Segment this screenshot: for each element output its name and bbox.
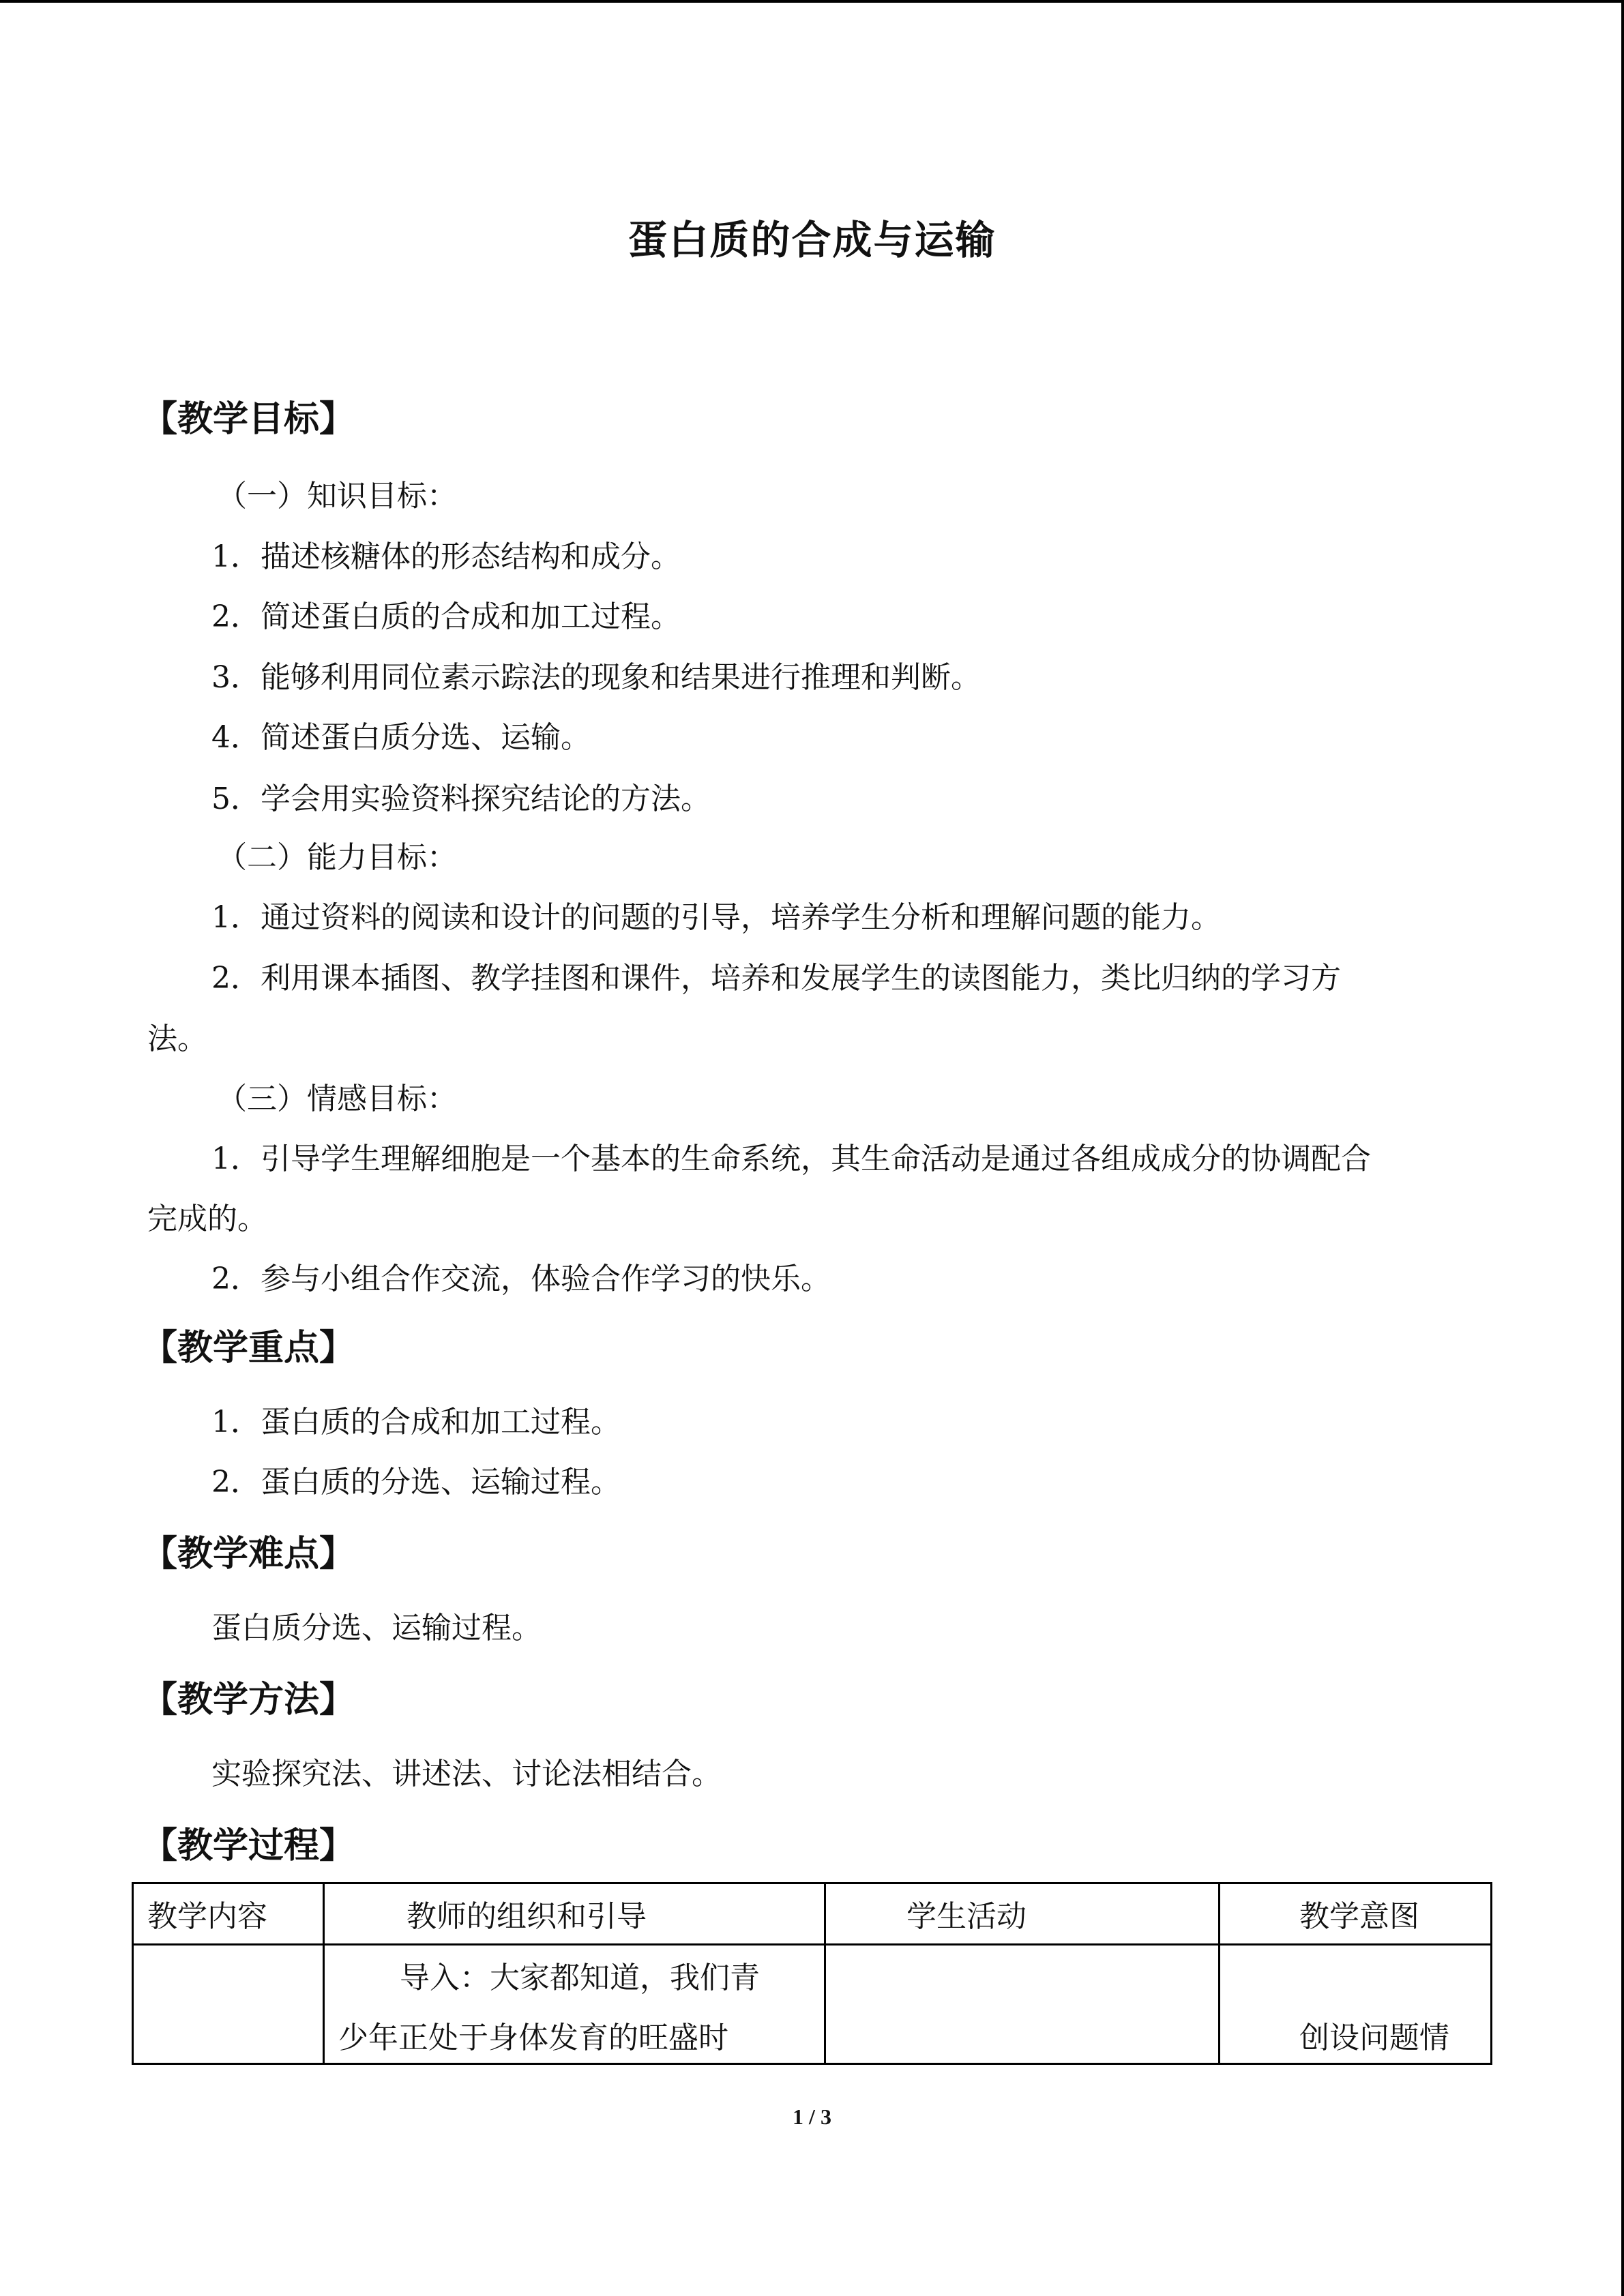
emotion-heading: （三）情感目标： <box>217 1082 457 1116</box>
knowledge-heading: （一）知识目标： <box>217 479 457 513</box>
page-top-border <box>0 0 1624 3</box>
header-teacher: 教师的组织和引导 <box>407 1899 647 1934</box>
table-header-cell <box>134 1884 325 1945</box>
row-teacher-line2: 少年正处于身体发育的旺盛时 <box>338 2021 728 2055</box>
header-content: 教学内容 <box>147 1899 267 1934</box>
table-row-content-cell <box>134 1945 325 2065</box>
table-row-teacher-cell <box>325 1945 826 2065</box>
table-header-cell <box>325 1884 826 1945</box>
key-point-item: 1．蛋白质的合成和加工过程。 <box>211 1405 621 1440</box>
table-row-student-cell <box>826 1945 1220 2065</box>
difficulty-text: 蛋白质分选、运输过程。 <box>211 1611 542 1645</box>
ability-item-continuation: 法。 <box>147 1022 207 1056</box>
table-row-intent-cell <box>1220 1945 1492 2065</box>
heading-key-points: 【教学重点】 <box>142 1328 355 1369</box>
table-header-cell <box>1220 1884 1492 1945</box>
emotion-item-continuation: 完成的。 <box>147 1202 267 1236</box>
heading-methods: 【教学方法】 <box>142 1680 355 1720</box>
header-intent: 教学意图 <box>1299 1899 1419 1934</box>
heading-difficulties: 【教学难点】 <box>142 1534 355 1575</box>
page-number: 1 / 3 <box>793 2104 831 2129</box>
knowledge-item: 2．简述蛋白质的合成和加工过程。 <box>211 599 681 634</box>
ability-item: 1．通过资料的阅读和设计的问题的引导，培养学生分析和理解问题的能力。 <box>211 900 1221 935</box>
key-point-item: 2．蛋白质的分选、运输过程。 <box>211 1465 621 1500</box>
row-intent: 创设问题情 <box>1299 2021 1449 2055</box>
table-header-cell <box>826 1884 1220 1945</box>
knowledge-item: 5．学会用实验资料探究结论的方法。 <box>211 781 711 816</box>
process-table <box>132 1882 1492 2065</box>
knowledge-item: 1．描述核糖体的形态结构和成分。 <box>211 539 681 574</box>
document-title: 蛋白质的合成与运输 <box>628 217 996 263</box>
methods-text: 实验探究法、讲述法、讨论法相结合。 <box>211 1757 722 1791</box>
row-teacher-line1: 导入：大家都知道，我们青 <box>400 1960 760 1995</box>
ability-heading: （二）能力目标： <box>217 840 457 875</box>
page-right-border <box>1621 0 1624 2296</box>
heading-objectives: 【教学目标】 <box>142 399 355 440</box>
emotion-item: 2．参与小组合作交流，体验合作学习的快乐。 <box>211 1262 831 1296</box>
knowledge-item: 3．能够利用同位素示踪法的现象和结果进行推理和判断。 <box>211 660 981 695</box>
header-student: 学生活动 <box>906 1899 1027 1934</box>
knowledge-item: 4．简述蛋白质分选、运输。 <box>211 720 591 755</box>
emotion-item: 1．引导学生理解细胞是一个基本的生命系统，其生命活动是通过各组成成分的协调配合 <box>211 1142 1371 1176</box>
heading-process: 【教学过程】 <box>142 1825 355 1866</box>
ability-item: 2．利用课本插图、教学挂图和课件，培养和发展学生的读图能力，类比归纳的学习方 <box>211 961 1341 996</box>
